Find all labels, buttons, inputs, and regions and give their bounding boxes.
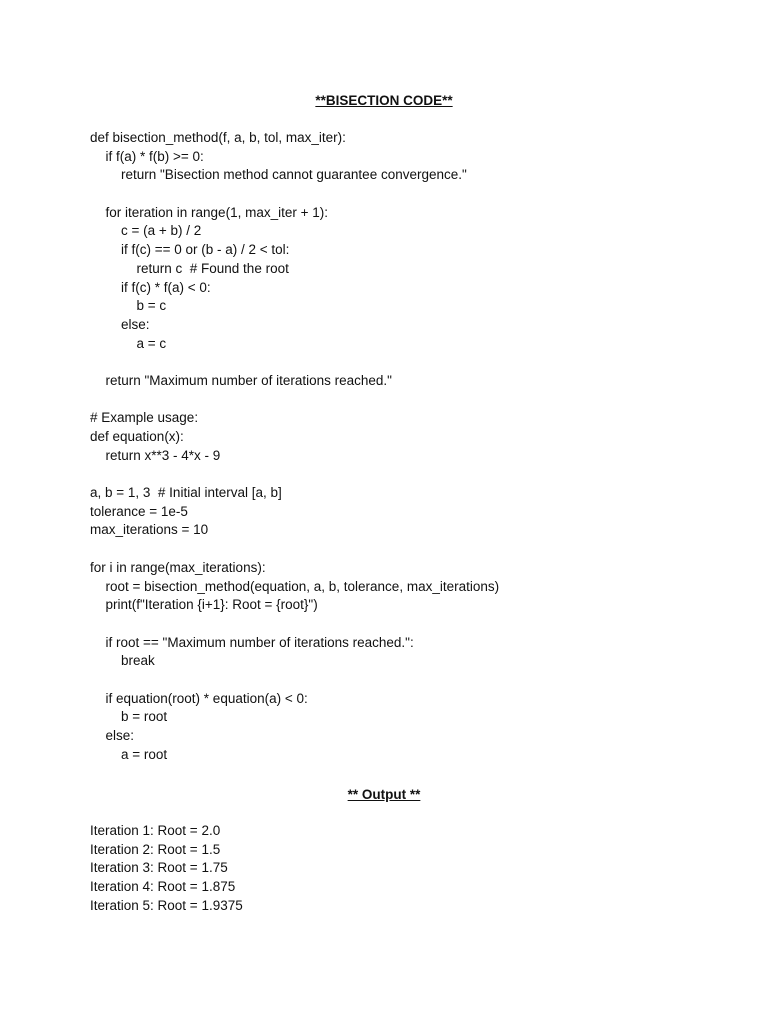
output-heading: ** Output ** <box>347 787 421 802</box>
code-line: if root == "Maximum number of iterations reached.": <box>105 634 414 650</box>
output-line: Iteration 3: Root = 1.75 <box>90 860 228 876</box>
output-line: Iteration 4: Root = 1.875 <box>90 879 236 895</box>
code-line: return c # Found the root <box>136 260 289 276</box>
code-line: print(f"Iteration {i+1}: Root = {root}") <box>105 597 318 613</box>
code-line: else: <box>105 728 135 743</box>
code-line: root = bisection_method(equation, a, b, tolerance, max_iterations) <box>105 578 500 594</box>
code-line: a = c <box>136 335 167 351</box>
code-line: b = c <box>136 298 167 314</box>
code-line: else: <box>121 316 150 332</box>
code-line: b = root <box>121 709 168 725</box>
code-heading: **BISECTION CODE** <box>315 93 453 108</box>
code-line: if f(c) * f(a) < 0: <box>121 279 211 295</box>
output-line: Iteration 5: Root = 1.9375 <box>90 897 243 913</box>
code-line: a, b = 1, 3 # Initial interval [a, b] <box>90 485 282 501</box>
code-line: if f(c) == 0 or (b - a) / 2 < tol: <box>121 242 290 258</box>
blank-line <box>90 540 730 559</box>
code-line: for iteration in range(1, max_iter + 1): <box>105 204 328 220</box>
code-line: if equation(root) * equation(a) < 0: <box>105 690 308 706</box>
output-line: Iteration 2: Root = 1.5 <box>90 841 221 857</box>
blank-line <box>90 185 730 204</box>
blank-line <box>90 671 730 690</box>
code-line: return x**3 - 4*x - 9 <box>105 447 221 463</box>
blank-line <box>90 353 730 372</box>
code-line: c = (a + b) / 2 <box>121 223 202 239</box>
code-line: tolerance = 1e-5 <box>90 503 188 519</box>
output-line: Iteration 1: Root = 2.0 <box>90 823 221 838</box>
code-line: # Example usage: <box>90 410 199 426</box>
code-line: return "Maximum number of iterations reached." <box>105 372 392 388</box>
output-block <box>90 822 730 915</box>
code-line: break <box>121 653 155 669</box>
code-line: def bisection_method(f, a, b, tol, max_iter): <box>90 130 346 145</box>
blank-line <box>90 465 730 484</box>
code-line: a = root <box>121 746 168 762</box>
code-line: return "Bisection method cannot guarantee convergence." <box>121 167 467 183</box>
blank-line <box>90 391 730 410</box>
blank-line <box>90 615 730 634</box>
code-line: for i in range(max_iterations): <box>90 559 266 575</box>
code-line: if f(a) * f(b) >= 0: <box>105 148 204 164</box>
code-block <box>90 129 730 764</box>
code-line: def equation(x): <box>90 429 184 444</box>
code-line: max_iterations = 10 <box>90 522 209 538</box>
